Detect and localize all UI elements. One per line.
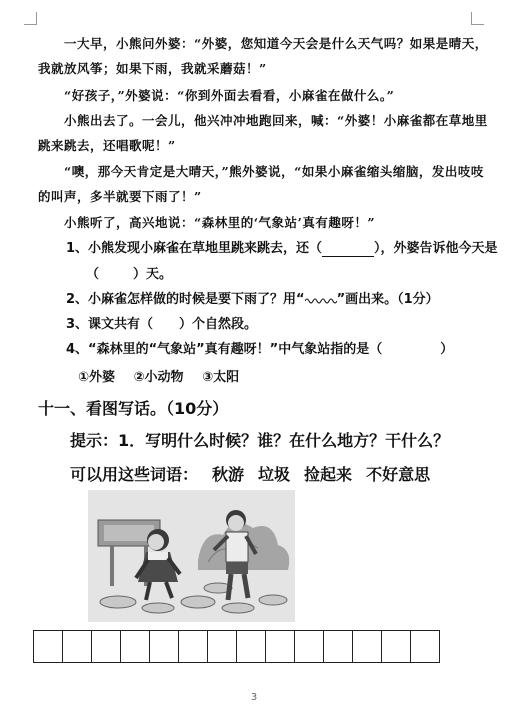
writing-cell[interactable]	[381, 630, 411, 663]
children-picking-up-litter-illustration	[88, 490, 295, 622]
word-item: 捡起来	[304, 465, 353, 484]
writing-cell[interactable]	[410, 630, 440, 663]
passage-line: 的叫声，多半就要下雨了！”	[38, 189, 202, 204]
section-title: 十一、看图写话。（10分）	[38, 399, 229, 418]
writing-grid	[33, 630, 439, 663]
word-bank-label: 可以用这些词语：	[70, 465, 199, 484]
question-2: 2、小麻雀怎样做的时候是要下雨了？用“ ”画出来。（1分）	[66, 292, 439, 307]
writing-cell[interactable]	[294, 630, 324, 663]
question-3: 3、课文共有（ ）个自然段。	[66, 317, 258, 332]
passage-line: “噢，那今天肯定是大晴天，”熊外婆说，“如果小麻雀缩头缩脑，发出吱吱	[64, 164, 484, 179]
word-bank	[70, 462, 430, 485]
option-3[interactable]: ③太阳	[202, 370, 240, 385]
page-number: 3	[250, 692, 258, 703]
question-1-text-b: ），外婆告诉他今天是	[374, 241, 498, 256]
writing-cell[interactable]	[236, 630, 266, 663]
writing-cell[interactable]	[178, 630, 208, 663]
passage-line: 一大早，小熊问外婆：“外婆，您知道今天会是什么天气吗？如果是晴天，	[64, 36, 488, 51]
answer-blank[interactable]	[322, 241, 374, 257]
passage-line: 跳来跳去，还唱歌呢！”	[38, 138, 176, 153]
passage-line: 小熊听了，高兴地说：“森林里的‘气象站’真有趣呀！”	[64, 215, 376, 230]
passage-line: 我就放风筝；如果下雨，我就采蘑菇！”	[38, 61, 267, 76]
word-item: 不好意思	[366, 465, 431, 484]
writing-cell[interactable]	[352, 630, 382, 663]
wavy-line-icon	[305, 296, 337, 304]
writing-cell[interactable]	[207, 630, 237, 663]
writing-cell[interactable]	[33, 630, 63, 663]
writing-hint: 提示：1．写明什么时候？谁？在什么地方？干什么？	[70, 431, 450, 450]
question-4: 4、“森林里的“气象站”真有趣呀！”中气象站指的是（ ）	[66, 342, 454, 357]
question-4-options	[78, 366, 239, 385]
question-1	[66, 237, 498, 257]
passage-line: 小熊出去了。一会儿，他兴冲冲地跑回来，喊：“外婆！小麻雀都在草地里	[64, 113, 488, 128]
question-1-line2: （ ）天。	[86, 267, 173, 282]
writing-cell[interactable]	[265, 630, 295, 663]
writing-cell[interactable]	[120, 630, 150, 663]
writing-cell[interactable]	[62, 630, 92, 663]
corner-mark-top-left	[24, 12, 37, 25]
option-2[interactable]: ②小动物	[133, 370, 184, 385]
passage-line: “好孩子，”外婆说：“你到外面去看看，小麻雀在做什么。”	[64, 88, 395, 103]
writing-cell[interactable]	[149, 630, 179, 663]
option-1[interactable]: ①外婆	[78, 370, 116, 385]
corner-mark-top-right	[471, 12, 484, 25]
writing-cell[interactable]	[323, 630, 353, 663]
word-item: 秋游	[212, 465, 245, 484]
question-1-text-a: 1、小熊发现小麻雀在草地里跳来跳去，还（	[66, 241, 323, 256]
word-item: 垃圾	[258, 465, 291, 484]
writing-cell[interactable]	[91, 630, 121, 663]
